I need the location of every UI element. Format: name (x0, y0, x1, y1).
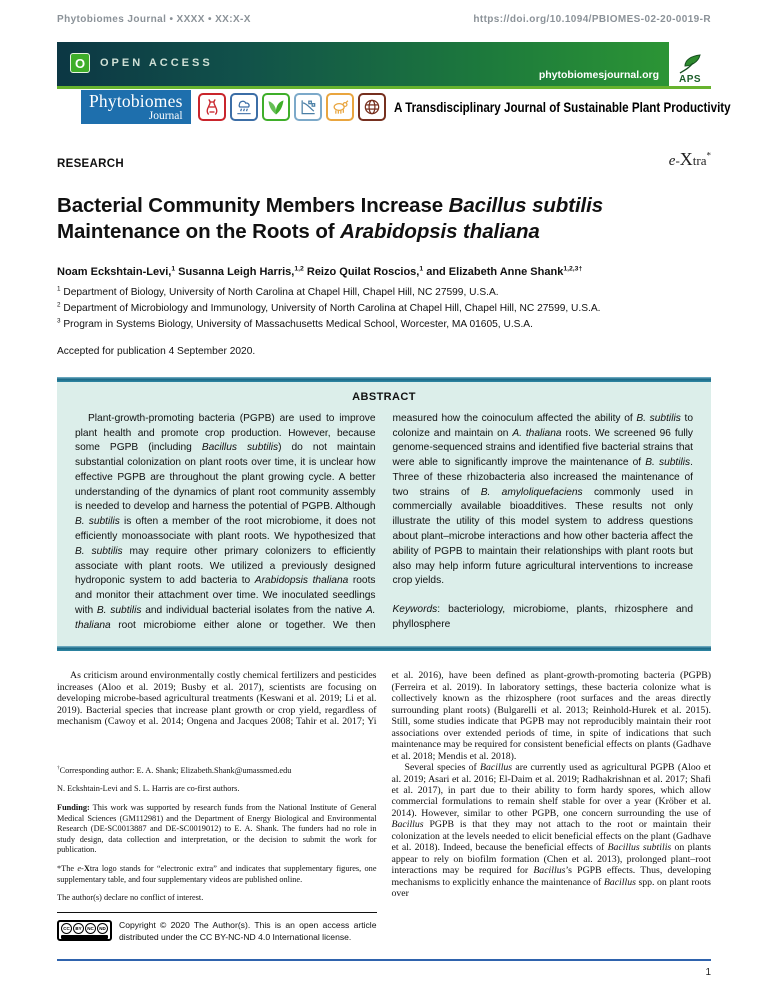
affiliation-3: $^3$ Program in Systems Biology, University of Massachusetts Medical School, Worcester, MA 01605, U.S.A. (57, 318, 533, 331)
body-paragraph-2: et al. 2016), have been defined as plant-growth-promoting bacteria (PGPB) (Ferreira et al. 2019). In laboratory settings, these bacteria colonize what is collectively known as the rhizosphere (root surfaces and the areas directly surrounding plant roots) (Bulgarelli et al. 2013; Reinhold-Hurek et al. 2015). Still, some studies indicate that PGPB may not reproducibly maintain their root associations over extended periods of time, in spite of indications that such maintenance may be required for consistent beneficial effects on plants (Gadhave et al. 2018; Mendis et al. 2018). (391, 670, 711, 762)
aps-label: APS (678, 74, 702, 85)
footnote-block (57, 766, 377, 944)
abstract-column-2 (393, 412, 694, 634)
footer-rule (57, 959, 711, 962)
journal-tagline: A Transdisciplinary Journal of Sustainable Plant Productivity (393, 98, 731, 115)
rain-cloud-icon (230, 93, 258, 121)
cc-nd-icon: ND (97, 923, 108, 934)
copyright-text: Copyright © 2020 The Author(s). This is an open access article distributed under the CC BY-NC-ND 4.0 International license. (119, 920, 377, 942)
co-first-authors-note: N. Eckshtain-Levi and S. L. Harris are co-first authors. (57, 784, 240, 794)
body-column-2 (392, 670, 712, 943)
affiliation-list (57, 285, 711, 334)
aps-logo (669, 33, 711, 86)
logo-title: Phytobiomes (89, 90, 183, 111)
article-title-line1: Bacterial Community Members Increase Bacillus subtilis (57, 193, 604, 217)
phytobiomes-journal-logo (81, 90, 191, 124)
journal-citation-line: Phytobiomes Journal • XXXX • XX:X-X (57, 14, 251, 25)
abstract-bottom-rule (57, 646, 711, 651)
accepted-date-line: Accepted for publication 4 September 2020. (57, 345, 256, 357)
logo-subtitle: Journal (148, 109, 183, 122)
footnote-divider (57, 912, 377, 914)
journal-masthead (57, 89, 731, 125)
aps-leaf-icon (677, 53, 703, 75)
affiliation-2: $^2$ Department of Microbiology and Immunology, University of North Carolina at Chapel Hill, Chapel Hill, NC 27599, U.S.A. (57, 301, 601, 315)
dna-helix-icon (198, 93, 226, 121)
body-paragraph-3: Several species of Bacillus are currently used as agricultural PGPB (Aloo et al. 2019; Asari et al. 2016; El-Daim et al. 2019; Radhakrishnan et al. 2017; Shafi et al. 2017), in part due to their ability to form hardy spores, which allow commercial formulations to remain shelf stable for over a year (Kröber et al. 2014). However, similar to other PGPB, one concern surrounding the use of Bacillus PGPB is that they may not attach to the root or maintain their colonization at the levels needed to elicit beneficial effects on the plant (Gadhave et al. 2018). Indeed, because the beneficial effects of Bacillus subtilis on plants appear to rely on biofilm formation (Chen et al. 2013), prolonged plant–root interactions may be required for Bacillus’s PGPB effects. Thus, developing mechanisms to explicitly enhance the maintenance of Bacillus spp. on plant roots over (391, 762, 712, 900)
open-access-label: OPEN ACCESS (100, 57, 213, 69)
plant-leaves-icon (262, 93, 290, 121)
copyright-section (57, 920, 377, 943)
author-list: Noam Eckshtain-Levi,$^1$ Susanna Leigh Harris,$^{1,2}$ Reizo Quilat Roscios,$^1$ and Elizabeth Anne Shank$^{1,2,3\dagger}$ (57, 265, 583, 278)
article-title (57, 193, 711, 246)
corresponding-author-note: †Corresponding author: E. A. Shank; Elizabeth.Shank@umassmed.edu (57, 764, 292, 775)
abstract-column-1: Plant-growth-promoting bacteria (PGPB) are used to improve plant health and promote crop production. However, because some PGPB (including Bacillus subtilis) do not maintain substantial colonization on plant roots over time, it is unclear how effective PGPB are throughout the plant growing cycle. A better understanding of the dynamics of plant root community assembly is needed to develop and harness the potential of PGPB. Although B. subtilis is often a member of the root microbiome, it does not efficiently monoassociate with plant roots. We hypothesized that B. subtilis may require other primary colonizers to efficiently associate with plant roots. We utilized a previously designed hydroponic system to add bacteria to Arabidopsis thaliana roots and monitor their attachment over time. We inoculated seedlings with B. subtilis and individual bacterial isolates from the native A. thaliana root microbiome either alone or together. We then (75, 412, 376, 631)
section-label: RESEARCH (57, 157, 124, 170)
body-paragraph-1: As criticism around environmentally costly chemical fertilizers and pesticides increases (Aloo et al. 2019; Busby et al. 2017), scientists are focusing on developing microbe-based agricultural treatments (Keswani et al. 2019; Li et al. 2019). Bacterial species that increase plant growth or crop yield, regardless of mechanism (Cawoy et al. 2014; Ongena and Jacques 2008; Tahir et al. 2017; Yi (57, 670, 377, 728)
body-column-1 (57, 670, 377, 943)
livestock-icon (326, 93, 354, 121)
cc-by-nc-nd-icon (57, 920, 112, 941)
e-xtra-note: *The e-Xtra logo stands for “electronic extra” and indicates that supplementary figures, one supplementary table, and four supplementary videos are published online. (57, 863, 377, 884)
cc-nc-icon: NC (85, 923, 96, 934)
open-access-banner (57, 42, 711, 86)
page-footer (57, 959, 711, 979)
article-body (57, 670, 711, 943)
subject-icon-row (198, 93, 386, 121)
conflict-of-interest-note: The author(s) declare no conflict of interest. (57, 893, 204, 903)
article-title-line2: Maintenance on the Roots of Arabidopsis thaliana (57, 220, 540, 244)
abstract-heading: ABSTRACT (352, 390, 416, 403)
page-number: 1 (705, 967, 711, 978)
journal-website-link[interactable]: phytobiomesjournal.org (538, 69, 659, 81)
globe-microbes-icon (358, 93, 386, 121)
cc-icon: CC (61, 923, 72, 934)
affiliation-1: $^1$ Department of Biology, University of North Carolina at Chapel Hill, Chapel Hill, NC 27599, U.S.A. (57, 285, 499, 298)
open-access-icon: O (70, 53, 90, 73)
abstract-box (57, 377, 711, 652)
page-header-meta (57, 14, 711, 25)
keywords-line: Keywords: bacteriology, microbiome, plants, rhizosphere and phyllosphere (392, 604, 693, 630)
doi-link[interactable]: https://doi.org/10.1094/PBIOMES-02-20-0019-R (473, 14, 711, 25)
cc-by-icon: BY (73, 923, 84, 934)
e-xtra-badge: e-Xtra* (668, 148, 711, 169)
data-chart-icon (294, 93, 322, 121)
funding-note: Funding: This work was supported by research funds from the National Institute of General Medical Sciences (GM112981) and the Department of Energy Biological and Environmental Research (DE-SC0013887 and DE-SC0019012) to E. A. Shank. The funders had no role in study design, data collection and interpretation, or the decision to submit the work for publication. (57, 802, 377, 855)
abstract-column-2-text: measured how the coinoculum affected the ability of B. subtilis to colonize and maintain on A. thaliana roots. We screened 96 fully genome-sequenced strains and identified five bacterial strains that were able to significantly improve the maintenance of B. subtilis. Three of these rhizobacteria also increased the maintenance of two strains of B. amyloliquefaciens commonly used in commercially available bioadditives. These results not only illustrate the utility of this model system to address questions about plant–microbe interactions and how other bacteria affect the ability of PGPB to maintain their relationships with plant roots but also may help inform future agricultural interventions to increase crop yields. (392, 412, 694, 587)
